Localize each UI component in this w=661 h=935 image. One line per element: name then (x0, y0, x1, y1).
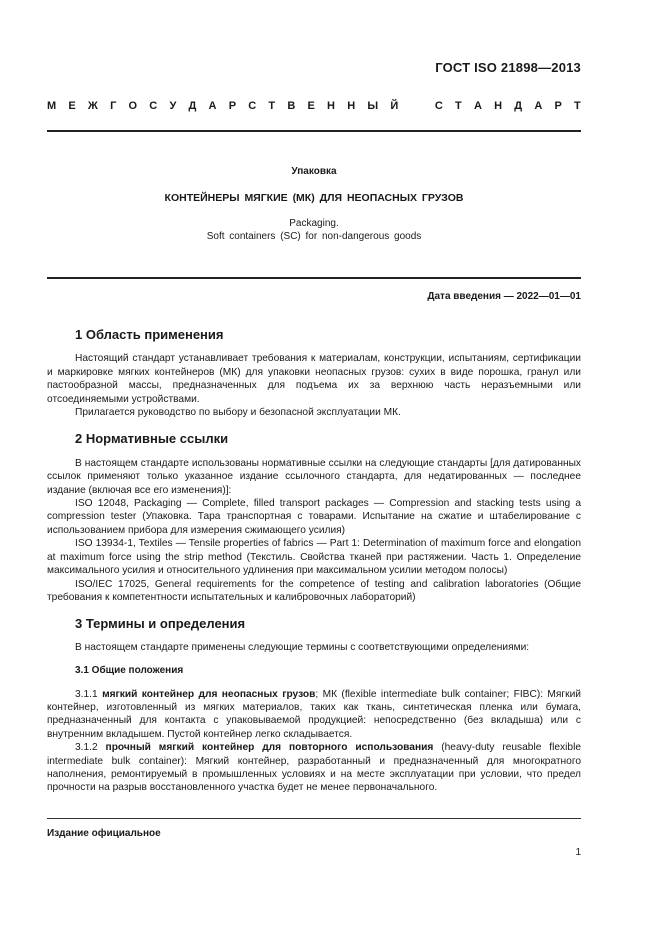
subsection-3-1-heading: 3.1 Общие положения (75, 665, 184, 677)
term-name: прочный мягкий контейнер для повторного использования (105, 742, 434, 754)
paragraph: Настоящий стандарт устанавливает требования к материалам, конструкции, испытаниям, сертификации и маркировке мягких контейнеров (МК) для упаковки неопасных грузов: сухих в виде порошка, гранул или пастообразной массы, предназначенных для подъема их за верхнюю часть неразъемными или отсоединяемыми устройствами. (47, 353, 581, 405)
paragraph: В настоящем стандарте применены следующие термины с соответствующими определениями: (75, 641, 530, 653)
paragraph: В настоящем стандарте использованы нормативные ссылки на следующие стандарты [для датированных ссылок применяют только указанное издание ссылочного стандарта, для недатированных — последнее издание (включая все его изменения)]: (47, 457, 581, 496)
reference-item: ISO 13934-1, Textiles — Tensile properties of fabrics — Part 1: Determination of maximum force and elongation at maximum force using the strip method (Текстиль. Свойства тканей при растяжении. Часть 1. Определение максимального усилия и относительного удлинения при максимальном усилии методом полосы) (47, 538, 581, 577)
section-1-heading: 1 Область применения (75, 327, 224, 342)
document-body (47, 328, 581, 795)
document-code: ГОСТ ISO 21898—2013 (435, 60, 581, 75)
term-definition: 3.1.2 прочный мягкий контейнер для повторного использования (heavy-duty reusable flexible intermediate bulk container): Мягкий контейнер, разработанный и предназначенный для многократного наполнения, ремонтируемый в промышленных условиях и на месте эксплуатации при условии, что предел прочности на разрыв восстановленного участка будет не менее первоначального. (47, 742, 581, 794)
section-2-heading: 2 Нормативные ссылки (75, 431, 229, 447)
document-title: КОНТЕЙНЕРЫ МЯГКИЕ (МК) ДЛЯ НЕОПАСНЫХ ГРУЗОВ (164, 192, 464, 204)
title-english-line-2: Soft containers (SC) for non-dangerous goods (206, 231, 422, 242)
standard-type-heading: М Е Ж Г О С У Д А Р С Т В Е Н Н Ы Й С Т А Н Д А Р Т (47, 100, 581, 112)
title-english-line-1: Packaging. (289, 218, 339, 229)
official-edition-label: Издание официальное (47, 828, 161, 839)
term-definition: 3.1.1 мягкий контейнер для неопасных грузов; МК (flexible intermediate bulk container; FIBC): Мягкий контейнер, изготовленный из мягких материалов, таких как ткань, синтетическая пленка или бумага, предназначенный для контакта с упаковываемой продукцией: непосредственно (без вкладыша) или с внутренним вкладышем. Пустой контейнер легко складывается. (47, 688, 581, 740)
term-name: мягкий контейнер для неопасных грузов (102, 688, 316, 700)
title-divider (47, 277, 581, 279)
reference-item: ISO/IEC 17025, General requirements for the competence of testing and calibration laboratories (Общие требования к компетентности испытательных и калибровочных лабораторий) (47, 578, 581, 603)
paragraph: Прилагается руководство по выбору и безопасной эксплуатации МК. (75, 407, 401, 419)
title-category: Упаковка (291, 166, 337, 177)
header-divider (47, 130, 581, 132)
reference-item: ISO 12048, Packaging — Complete, filled transport packages — Compression and stacking tests using a compression tester (Упаковка. Тара транспортная с товарами. Испытание на сжатие и штабелирование с использованием прибора для измерения сжимающего усилия) (47, 498, 581, 536)
introduction-date: Дата введения — 2022—01—01 (427, 291, 581, 302)
section-3-heading: 3 Термины и определения (75, 616, 246, 632)
footer-divider (47, 818, 581, 819)
page-number: 1 (575, 847, 581, 858)
